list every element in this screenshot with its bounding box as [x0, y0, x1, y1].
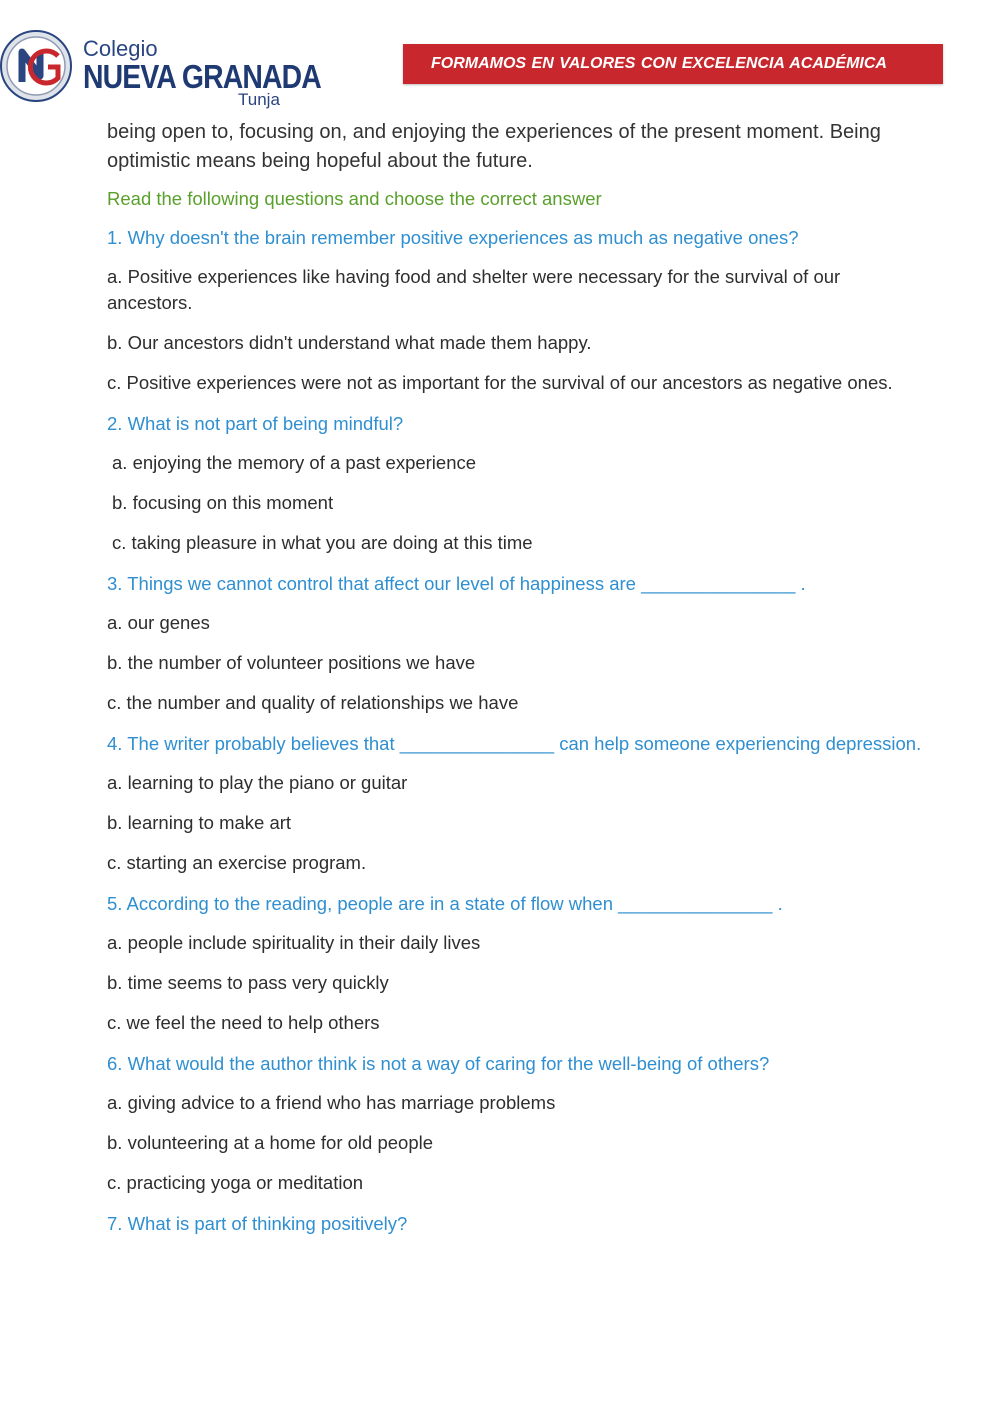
- question-block-4: [107, 730, 927, 876]
- answer-option-2c[interactable]: c. taking pleasure in what you are doing at this time: [112, 532, 533, 553]
- answer-option-3a[interactable]: a. our genes: [107, 612, 210, 633]
- page-header: [0, 0, 1000, 120]
- answer-option-1b[interactable]: b. Our ancestors didn't understand what made them happy.: [107, 332, 592, 353]
- question-block-5: [107, 890, 927, 1036]
- school-logo-text: [83, 36, 321, 112]
- question-4: 4. The writer probably believes that _______________ can help someone experiencing depression.: [107, 733, 922, 754]
- question-block-3: [107, 570, 927, 716]
- question-6: 6. What would the author think is not a way of caring for the well-being of others?: [107, 1053, 770, 1074]
- answer-option-6b[interactable]: b. volunteering at a home for old people: [107, 1132, 434, 1153]
- answer-option-5b[interactable]: b. time seems to pass very quickly: [107, 972, 389, 993]
- logo-colegio: Colegio: [83, 36, 158, 61]
- question-block-7: [107, 1210, 927, 1237]
- question-5: 5. According to the reading, people are in a state of flow when _______________ .: [107, 893, 783, 914]
- answer-option-2a[interactable]: a. enjoying the memory of a past experience: [112, 452, 477, 473]
- answer-option-4c[interactable]: c. starting an exercise program.: [107, 852, 367, 873]
- intro-paragraph: being open to, focusing on, and enjoying the experiences of the present moment. Being optimistic means being hopeful about the future.: [107, 121, 881, 172]
- answer-option-5c[interactable]: c. we feel the need to help others: [107, 1012, 380, 1033]
- question-3: 3. Things we cannot control that affect our level of happiness are _______________ .: [107, 573, 806, 594]
- answer-option-3b[interactable]: b. the number of volunteer positions we have: [107, 652, 476, 673]
- question-7: 7. What is part of thinking positively?: [107, 1213, 408, 1234]
- motto-text: FORMAMOS EN VALORES CON EXCELENCIA ACADÉMICA: [431, 55, 887, 72]
- answer-option-4a[interactable]: a. learning to play the piano or guitar: [107, 772, 408, 793]
- answer-option-1c[interactable]: c. Positive experiences were not as important for the survival of our ancestors as negative ones.: [107, 372, 893, 393]
- logo-city: Tunja: [238, 90, 280, 109]
- answer-option-6c[interactable]: c. practicing yoga or meditation: [107, 1172, 364, 1193]
- motto-banner: [403, 44, 943, 84]
- answer-option-1a[interactable]: a. Positive experiences like having food and shelter were necessary for the survival of our ancestors.: [107, 266, 841, 313]
- question-2: 2. What is not part of being mindful?: [107, 413, 404, 434]
- answer-option-6a[interactable]: a. giving advice to a friend who has marriage problems: [107, 1092, 556, 1113]
- question-1: 1. Why doesn't the brain remember positive experiences as much as negative ones?: [107, 227, 799, 248]
- answer-option-4b[interactable]: b. learning to make art: [107, 812, 292, 833]
- question-block-6: [107, 1050, 927, 1196]
- logo-school-name: NUEVA GRANADA: [83, 58, 321, 95]
- worksheet-content: [107, 118, 927, 1250]
- question-block-2: [107, 410, 927, 556]
- answer-option-5a[interactable]: a. people include spirituality in their daily lives: [107, 932, 481, 953]
- answer-option-2b[interactable]: b. focusing on this moment: [112, 492, 334, 513]
- instruction-text: Read the following questions and choose the correct answer: [107, 188, 602, 209]
- answer-option-3c[interactable]: c. the number and quality of relationships we have: [107, 692, 519, 713]
- school-logo-icon: [0, 20, 80, 112]
- question-block-1: [107, 224, 927, 396]
